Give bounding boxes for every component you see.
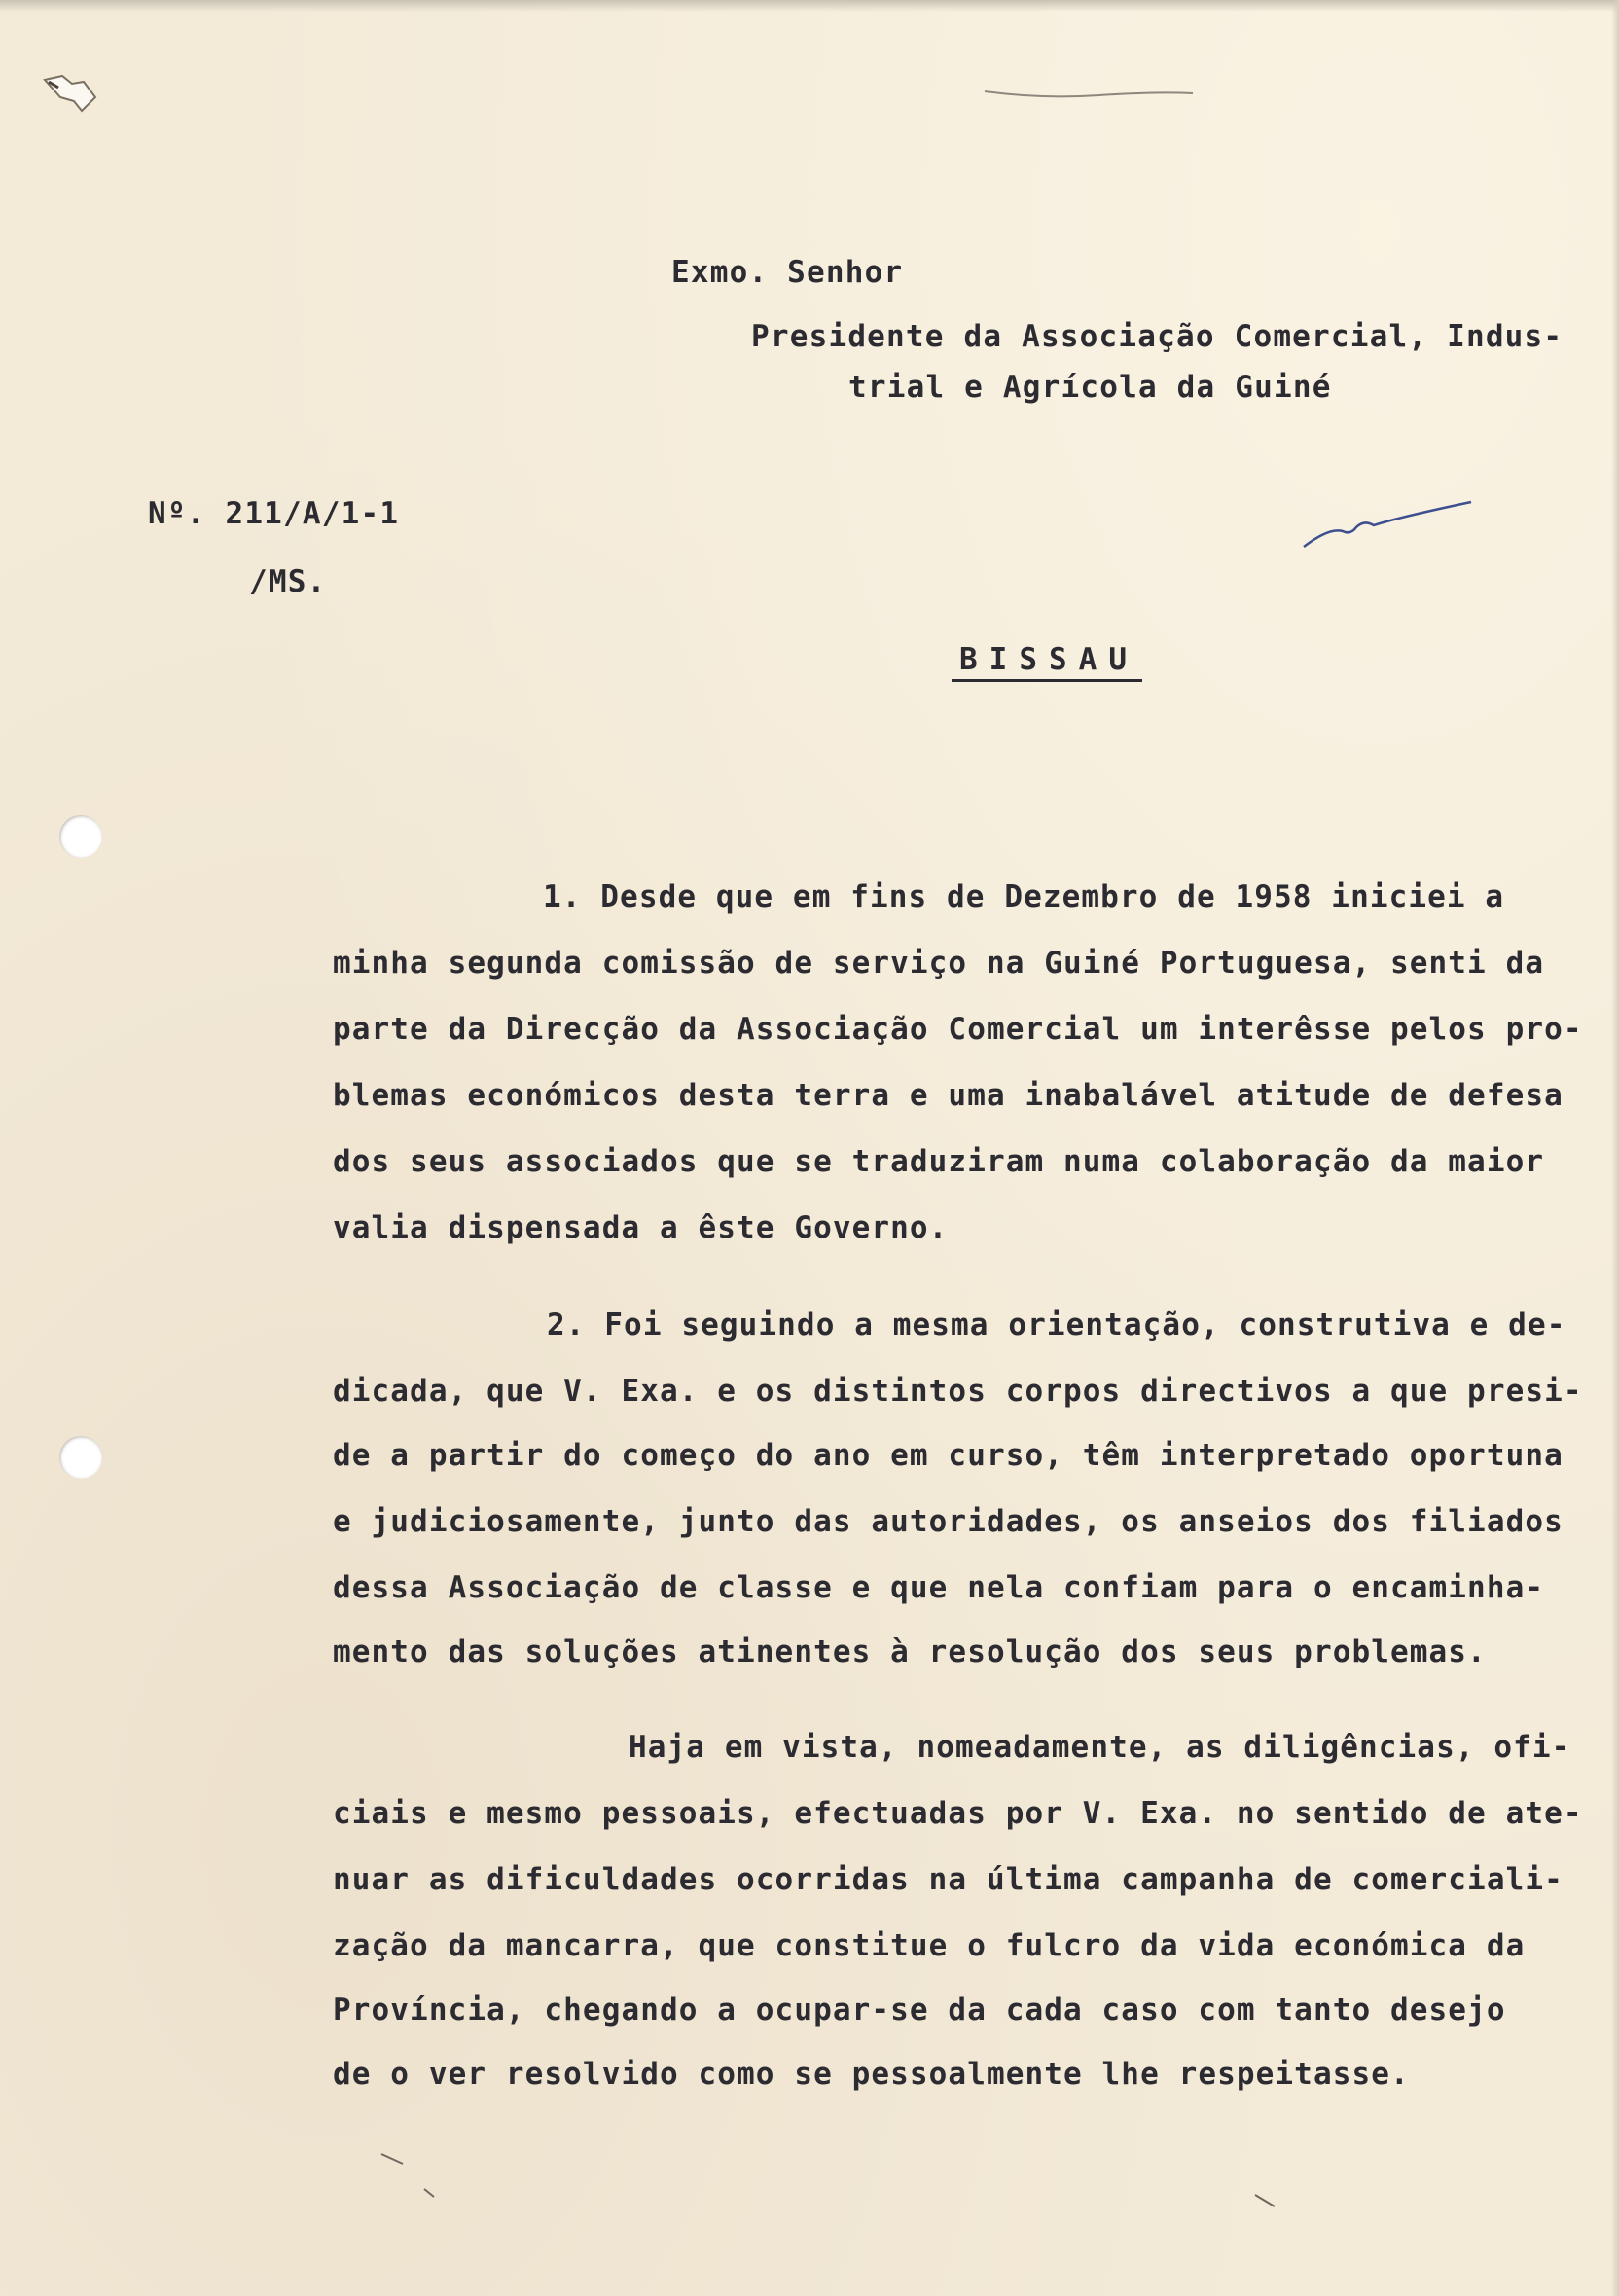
paragraph-line: 2. Foi seguindo a mesma orientação, construtiva e de- (547, 1308, 1566, 1343)
paragraph-line: de o ver resolvido como se pessoalmente lhe respeitasse. (333, 2057, 1410, 2092)
city-heading: BISSAU (952, 642, 1142, 682)
salutation: Exmo. Senhor (671, 255, 904, 290)
addressee-line-1: Presidente da Associação Comercial, Indus- (751, 319, 1564, 354)
paragraph-line: minha segunda comissão de serviço na Guiné Portuguesa, senti da (333, 946, 1545, 981)
paragraph-line: dicada, que V. Exa. e os distintos corpos directivos a que presi- (333, 1374, 1583, 1409)
reference-number: Nº. 211/A/1-1 (148, 496, 400, 531)
paragraph-line: dessa Associação de classe e que nela confiam para o encaminha- (333, 1570, 1545, 1605)
paragraph-line: nuar as dificuldades ocorridas na última campanha de comerciali- (333, 1862, 1564, 1897)
paragraph-line: Província, chegando a ocupar-se da cada caso com tanto desejo (333, 1992, 1506, 2027)
paragraph-line: parte da Direcção da Associação Comercial um interêsse pelos pro- (333, 1012, 1583, 1047)
punch-hole-upper (59, 815, 102, 858)
stray-mark (379, 2150, 438, 2199)
handwritten-initial-mark (1300, 494, 1475, 553)
paragraph-line: ciais e mesmo pessoais, efectuadas por V. Exa. no sentido de ate- (333, 1796, 1583, 1831)
paragraph-line: mento das soluções atinentes à resolução dos seus problemas. (333, 1634, 1487, 1669)
paragraph-line: e judiciosamente, junto das autoridades, os anseios dos filiados (333, 1504, 1564, 1539)
addressee-line-2: trial e Agrícola da Guiné (848, 370, 1332, 405)
reference-initials: /MS. (249, 564, 327, 599)
stray-mark (1253, 2193, 1282, 2212)
paragraph-line: blemas económicos desta terra e uma inabalável atitude de defesa (333, 1078, 1564, 1113)
paper-top-edge (0, 0, 1619, 12)
paragraph-line: de a partir do começo do ano em curso, têm interpretado oportuna (333, 1438, 1564, 1473)
paper-right-edge (1611, 0, 1619, 2296)
paper-tear-mark (39, 68, 107, 126)
paragraph-line: dos seus associados que se traduziram numa colaboração da maior (333, 1144, 1545, 1179)
paragraph-line: 1. Desde que em fins de Dezembro de 1958 iniciei a (543, 879, 1505, 915)
paragraph-line: zação da mancarra, que constitue o fulcro da vida económica da (333, 1928, 1526, 1963)
pencil-line-mark (983, 86, 1197, 105)
paragraph-line: valia dispensada a êste Governo. (333, 1210, 949, 1245)
paragraph-line: Haja em vista, nomeadamente, as diligências, ofi- (629, 1730, 1571, 1765)
punch-hole-lower (59, 1436, 102, 1479)
